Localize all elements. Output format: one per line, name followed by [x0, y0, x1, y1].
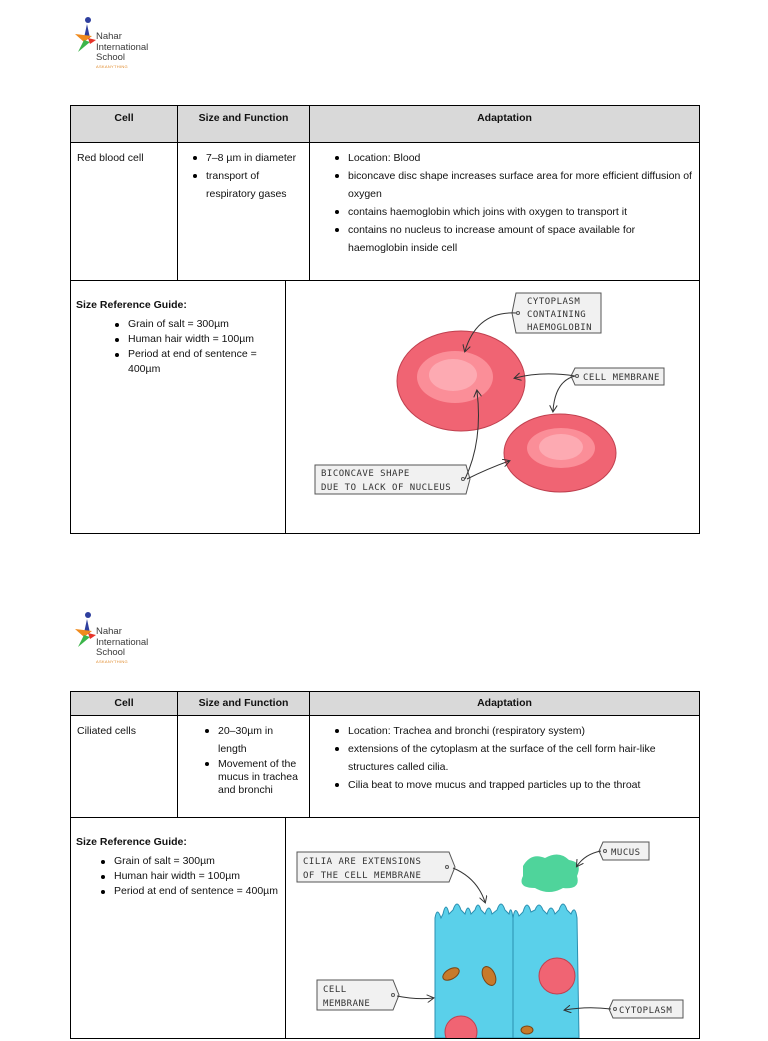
label-cilia-line2: OF THE CELL MEMBRANE — [303, 871, 422, 881]
header-row — [71, 692, 700, 716]
list-item: Grain of salt = 300µm — [128, 317, 280, 332]
label-membrane-line1: CELL — [323, 985, 347, 995]
list-item: contains haemoglobin which joins with oxygen to transport it — [348, 203, 693, 221]
label-mucus — [577, 842, 649, 866]
list-item: Human hair width = 100µm — [114, 869, 280, 884]
ciliated-cells — [435, 904, 579, 1038]
label-cytoplasm — [565, 1000, 683, 1018]
table-row — [71, 143, 700, 281]
school-name: Nahar International School — [96, 626, 149, 658]
label-cytoplasm-text: CYTOPLASM — [619, 1006, 673, 1016]
reference-and-diagram-cell — [71, 818, 700, 1039]
table-row — [71, 716, 700, 818]
header-size-function: Size and Function — [178, 106, 310, 143]
ciliated-table — [70, 691, 700, 1039]
list-item: extensions of the cytoplasm at the surface of the cell form hair-like structures called cilia. — [348, 740, 693, 776]
header-adaptation: Adaptation — [310, 106, 700, 143]
size-reference-guide — [71, 818, 286, 1038]
reference-and-diagram-cell — [71, 281, 700, 534]
list-item: Movement of the mucus in trachea and bronchi — [218, 758, 303, 797]
label-membrane-line2: MEMBRANE — [323, 999, 371, 1009]
cell-name: Ciliated cells — [71, 716, 178, 818]
label-biconcave-line1: BICONCAVE SHAPE — [321, 469, 410, 479]
school-name: Nahar International School — [96, 31, 149, 63]
red-blood-cell-1 — [397, 331, 525, 431]
adaptation-cell — [310, 143, 700, 281]
size-function-cell — [178, 716, 310, 818]
header-cell: Cell — [71, 106, 178, 143]
red-blood-cell-2 — [504, 414, 616, 492]
header-size-function: Size and Function — [178, 692, 310, 716]
list-item: Cilia beat to move mucus and trapped particles up to the throat — [348, 776, 693, 794]
school-tagline: ASKANYTHING — [96, 64, 128, 69]
size-reference-guide — [71, 281, 286, 533]
label-cilia-line1: CILIA ARE EXTENSIONS — [303, 857, 422, 867]
list-item: transport of respiratory gases — [206, 167, 303, 203]
list-item: Human hair width = 100µm — [128, 332, 280, 347]
ciliated-cell-diagram — [287, 818, 699, 1038]
list-item: 20–30µm in length — [218, 722, 303, 758]
list-item: 7–8 µm in diameter — [206, 149, 303, 167]
label-cytoplasm-line3: HAEMOGLOBIN — [527, 323, 593, 333]
school-tagline: ASKANYTHING — [96, 659, 128, 664]
header-row — [71, 106, 700, 143]
list-item: Location: Blood — [348, 149, 693, 167]
school-logo — [72, 611, 182, 675]
label-cilia — [297, 852, 485, 902]
list-item: Period at end of sentence = 400µm — [114, 884, 280, 899]
guide-title: Size Reference Guide: — [76, 836, 187, 848]
label-mucus-text: MUCUS — [611, 848, 641, 858]
header-adaptation: Adaptation — [310, 692, 700, 716]
label-biconcave-line2: DUE TO LACK OF NUCLEUS — [321, 483, 452, 493]
guide-title: Size Reference Guide: — [76, 299, 187, 311]
label-cytoplasm-line2: CONTAINING — [527, 310, 587, 320]
school-logo — [72, 16, 182, 80]
list-item: contains no nucleus to increase amount of space available for haemoglobin inside cell — [348, 221, 693, 257]
cell-name: Red blood cell — [71, 143, 178, 281]
rbc-table — [70, 105, 700, 534]
label-cell-membrane — [515, 368, 664, 411]
list-item: Period at end of sentence = 400µm — [128, 347, 268, 377]
mucus-blob — [522, 854, 579, 892]
label-cell-membrane — [317, 980, 433, 1010]
table-row — [71, 281, 700, 534]
list-item: Location: Trachea and bronchi (respiratory system) — [348, 722, 693, 740]
label-cytoplasm-line1: CYTOPLASM — [527, 297, 581, 307]
table-row — [71, 818, 700, 1039]
adaptation-cell — [310, 716, 700, 818]
red-blood-cell-diagram — [287, 281, 699, 533]
list-item: Grain of salt = 300µm — [114, 854, 280, 869]
size-function-cell — [178, 143, 310, 281]
header-cell: Cell — [71, 692, 178, 716]
label-membrane-text: CELL MEMBRANE — [583, 373, 660, 383]
list-item: biconcave disc shape increases surface area for more efficient diffusion of oxygen — [348, 167, 693, 203]
